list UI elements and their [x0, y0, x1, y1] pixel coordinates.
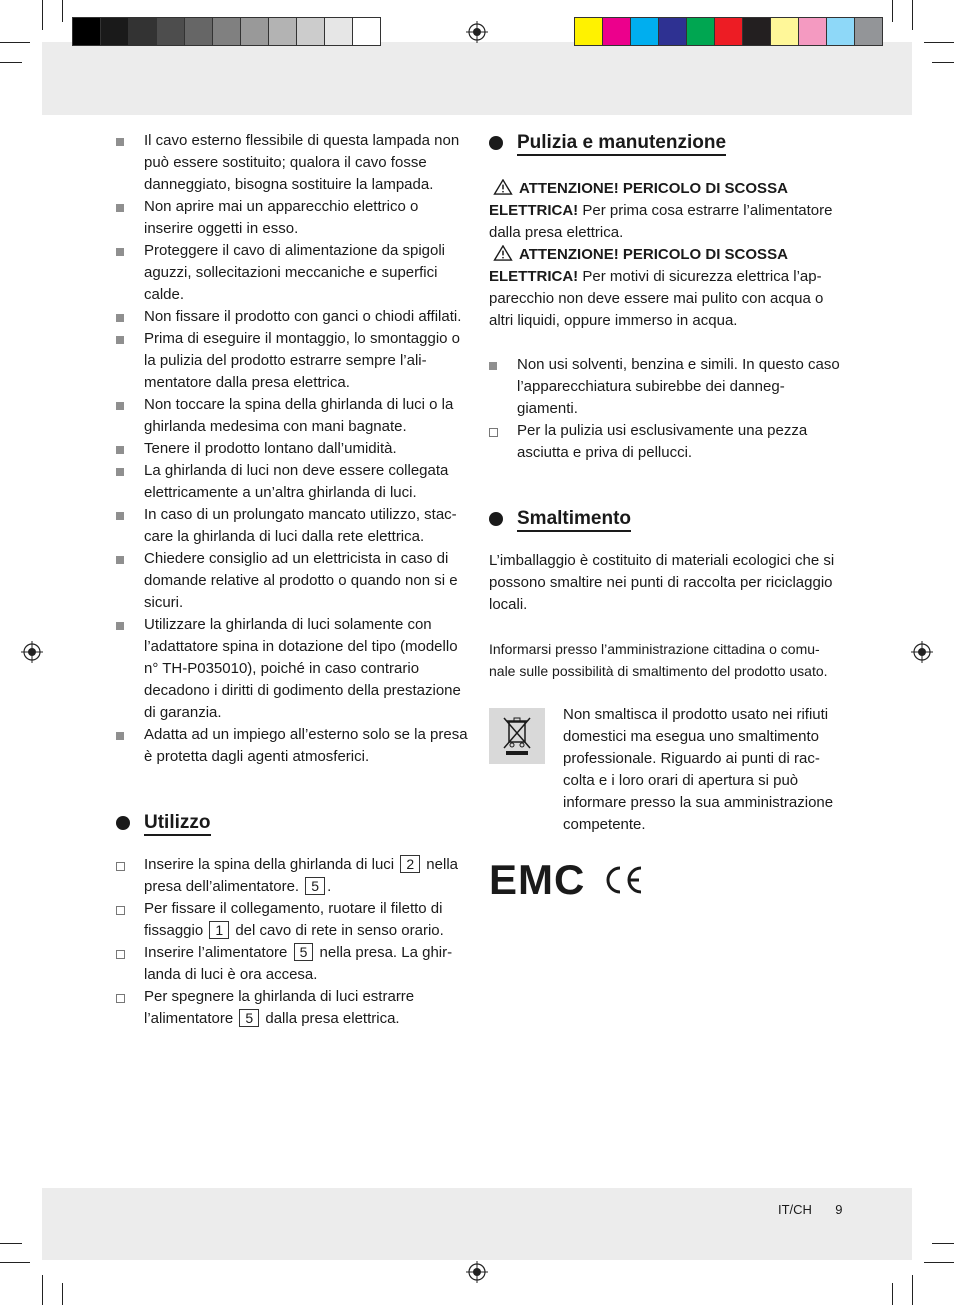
- utilizzo-step-list: [116, 854, 470, 1030]
- emc-logo: EMC: [489, 856, 586, 903]
- color-swatch: [854, 17, 883, 46]
- list-item-text: Prima di eseguire il montaggio, lo smontaggio o la pulizia del prodotto estrarre sempre l’ali-mentatore dalla presa elettrica.: [144, 330, 461, 391]
- color-swatch: [184, 17, 213, 46]
- step-text: Per fissare il collegamento, ruotare il filetto di fissaggio: [144, 900, 443, 939]
- crop-mark: [42, 0, 43, 30]
- registration-mark-icon: [21, 641, 43, 663]
- pulizia-bullet-list: [489, 354, 843, 464]
- color-swatch: [658, 17, 687, 46]
- crop-mark: [932, 1243, 954, 1244]
- crossed-out-bin-icon: [489, 708, 545, 764]
- section-bullet-icon: [116, 816, 130, 830]
- smaltimento-paragraph: L’imballaggio è costituito di materiali ecologici che si possono smaltire nei punti di raccolta per riciclaggio locali.: [489, 552, 835, 613]
- square-bullet-icon: [116, 556, 124, 564]
- color-swatch: [268, 17, 297, 46]
- color-swatch: [714, 17, 743, 46]
- step-text: Inserire l’alimentatore: [144, 944, 288, 961]
- crop-mark: [0, 42, 30, 43]
- list-item: [116, 196, 470, 240]
- crop-mark: [892, 0, 893, 22]
- warning-triangle-icon: [493, 245, 513, 261]
- list-item-text: In caso di un prolungato mancato utilizzo, stac-care la ghirlanda di luci dalla rete elettrica.: [144, 506, 457, 545]
- list-item: [116, 986, 470, 1030]
- list-item: [116, 394, 470, 438]
- crop-mark: [892, 1283, 893, 1305]
- color-swatch: [128, 17, 157, 46]
- list-item-text: Proteggere il cavo di alimentazione da spigoli aguzzi, sollecitazioni meccaniche e superfici calde.: [144, 242, 446, 303]
- step-text: dalla presa elettrica.: [265, 1010, 400, 1027]
- part-number-badge: 2: [400, 855, 420, 873]
- square-bullet-icon: [116, 314, 124, 322]
- step-text: .: [327, 878, 332, 895]
- list-item-text: Il cavo esterno flessibile di questa lampada non può essere sostituito; qualora il cavo fosse danneggiato, bisogna sostituire la lampada.: [144, 132, 460, 193]
- registration-mark-icon: [466, 21, 488, 43]
- list-item: [116, 898, 470, 942]
- registration-mark-icon: [911, 641, 933, 663]
- color-swatch: [352, 17, 381, 46]
- color-swatch: [156, 17, 185, 46]
- section-bullet-icon: [489, 136, 503, 150]
- step-text: Per spegnere la ghirlanda di luci estrarre l’alimentatore: [144, 988, 415, 1027]
- smaltimento-heading-text: Smaltimento: [517, 508, 631, 532]
- list-item-text: Non fissare il prodotto con ganci o chiodi affilati.: [144, 308, 462, 325]
- list-item: [116, 854, 470, 898]
- section-bullet-icon: [489, 512, 503, 526]
- list-item-text: Tenere il prodotto lontano dall’umidità.: [144, 440, 397, 457]
- weee-text: Non smaltisca il prodotto usato nei rifiuti domestici ma esegua uno smaltimento professionale. Riguardo ai punti di rac-colta e i loro orari di apertura si può informare presso la sua amministrazione competente.: [563, 706, 834, 833]
- crop-mark: [62, 0, 63, 22]
- color-swatch: [630, 17, 659, 46]
- warning-text: Per motivi di sicurezza elettrica l’ap-parecchio non deve essere mai pulito con acqua o altri liquidi, oppure immerso in acqua.: [489, 268, 824, 329]
- step-text: del cavo di rete in senso orario.: [235, 922, 444, 939]
- list-item-text: Utilizzare la ghirlanda di luci solamente con l’adattatore spina in dotazione del tipo (modello n° TH-P035010), poiché in caso contrario decadono i diritti di godimento della prestazione di garanzia.: [144, 616, 461, 721]
- color-swatch: [324, 17, 353, 46]
- square-bullet-icon: [116, 336, 124, 344]
- header-band: [42, 42, 912, 115]
- color-swatch: [770, 17, 799, 46]
- smaltimento-paragraph: Informarsi presso l’amministrazione cittadina o comu-nale sulle possibilità di smaltimento del prodotto usato.: [489, 641, 828, 679]
- list-item: [116, 942, 470, 986]
- color-swatch: [72, 17, 101, 46]
- section-heading-smaltimento: [489, 506, 843, 532]
- crop-mark: [924, 42, 954, 43]
- safety-bullet-list: [116, 130, 470, 768]
- color-swatch: [296, 17, 325, 46]
- color-swatch: [826, 17, 855, 46]
- square-bullet-icon: [116, 138, 124, 146]
- list-item-text: La ghirlanda di luci non deve essere collegata elettricamente a un’altra ghirlanda di luci.: [144, 462, 449, 501]
- locale-label: IT/CH: [778, 1202, 812, 1217]
- list-item: [116, 240, 470, 306]
- list-item: [116, 438, 470, 460]
- crop-mark: [912, 0, 913, 30]
- step-text: Inserire la spina della ghirlanda di luci: [144, 856, 395, 873]
- list-item: [489, 354, 843, 420]
- checkbox-bullet-icon: [489, 428, 498, 437]
- page-number: 9: [835, 1202, 843, 1217]
- list-item: [116, 614, 470, 724]
- crop-mark: [62, 1283, 63, 1305]
- crop-mark: [42, 1275, 43, 1305]
- list-item-text: Chiedere consiglio ad un elettricista in caso di domande relative al prodotto o quando non si e sicuri.: [144, 550, 458, 611]
- list-item: [116, 724, 470, 768]
- step-text: nella presa. La ghir-landa di luci è ora accesa.: [144, 944, 453, 983]
- square-bullet-icon: [116, 446, 124, 454]
- list-item: [116, 328, 470, 394]
- warning-triangle-icon: [493, 179, 513, 195]
- certification-logos: [489, 856, 843, 903]
- square-bullet-icon: [116, 622, 124, 630]
- utilizzo-heading-text: Utilizzo: [144, 812, 211, 836]
- color-swatch: [240, 17, 269, 46]
- list-item-text: Adatta ad un impiego all’esterno solo se la presa è protetta dagli agenti atmosferici.: [144, 726, 468, 765]
- color-swatch: [574, 17, 603, 46]
- color-swatch: [602, 17, 631, 46]
- warning-label: ATTENZIONE! PERICOLO DI SCOSSA ELETTRICA!: [489, 180, 788, 219]
- crop-mark: [0, 1262, 30, 1263]
- grayscale-color-bar: [72, 17, 380, 46]
- square-bullet-icon: [116, 204, 124, 212]
- color-swatch: [686, 17, 715, 46]
- left-column: [116, 130, 470, 1030]
- part-number-badge: 1: [209, 921, 229, 939]
- list-item: [116, 504, 470, 548]
- right-column: [489, 130, 843, 903]
- pulizia-heading-text: Pulizia e manutenzione: [517, 132, 726, 156]
- color-swatch: [212, 17, 241, 46]
- list-item: [489, 420, 843, 464]
- crop-mark: [932, 62, 954, 63]
- square-bullet-icon: [489, 362, 497, 370]
- list-item-text: Per la pulizia usi esclusivamente una pezza asciutta e priva di pellucci.: [517, 422, 808, 461]
- warning-label: ATTENZIONE! PERICOLO DI SCOSSA ELETTRICA!: [489, 246, 788, 285]
- crop-mark: [0, 1243, 22, 1244]
- color-swatch: [100, 17, 129, 46]
- square-bullet-icon: [116, 732, 124, 740]
- square-bullet-icon: [116, 512, 124, 520]
- footer-band: [42, 1188, 912, 1260]
- checkbox-bullet-icon: [116, 906, 125, 915]
- list-item: [116, 460, 470, 504]
- section-heading-utilizzo: [116, 810, 470, 836]
- page-footer: [778, 1202, 842, 1217]
- process-color-bar: [574, 17, 882, 46]
- crop-mark: [924, 1262, 954, 1263]
- list-item-text: Non toccare la spina della ghirlanda di luci o la ghirlanda medesima con mani bagnate.: [144, 396, 454, 435]
- checkbox-bullet-icon: [116, 862, 125, 871]
- part-number-badge: 5: [294, 943, 314, 961]
- square-bullet-icon: [116, 402, 124, 410]
- list-item: [116, 306, 470, 328]
- square-bullet-icon: [116, 468, 124, 476]
- crop-mark: [912, 1275, 913, 1305]
- warning-paragraph: [489, 244, 843, 332]
- registration-mark-icon: [466, 1261, 488, 1283]
- square-bullet-icon: [116, 248, 124, 256]
- color-swatch: [742, 17, 771, 46]
- list-item-text: Non aprire mai un apparecchio elettrico o inserire oggetti in esso.: [144, 198, 419, 237]
- checkbox-bullet-icon: [116, 994, 125, 1003]
- color-swatch: [798, 17, 827, 46]
- list-item-text: Non usi solventi, benzina e simili. In questo caso l’apparecchiatura subirebbe dei danneg-giamenti.: [517, 356, 840, 417]
- ce-mark-icon: [603, 865, 643, 895]
- section-heading-pulizia: [489, 130, 843, 156]
- list-item: [116, 130, 470, 196]
- part-number-badge: 5: [239, 1009, 259, 1027]
- warning-paragraph: [489, 178, 843, 244]
- checkbox-bullet-icon: [116, 950, 125, 959]
- crop-mark: [0, 62, 22, 63]
- warning-text: Per prima cosa estrarre l’alimentatore dalla presa elettrica.: [489, 202, 833, 241]
- step-text: nella presa dell’alimentatore.: [144, 856, 458, 895]
- weee-block: [489, 704, 843, 836]
- part-number-badge: 5: [305, 877, 325, 895]
- list-item: [116, 548, 470, 614]
